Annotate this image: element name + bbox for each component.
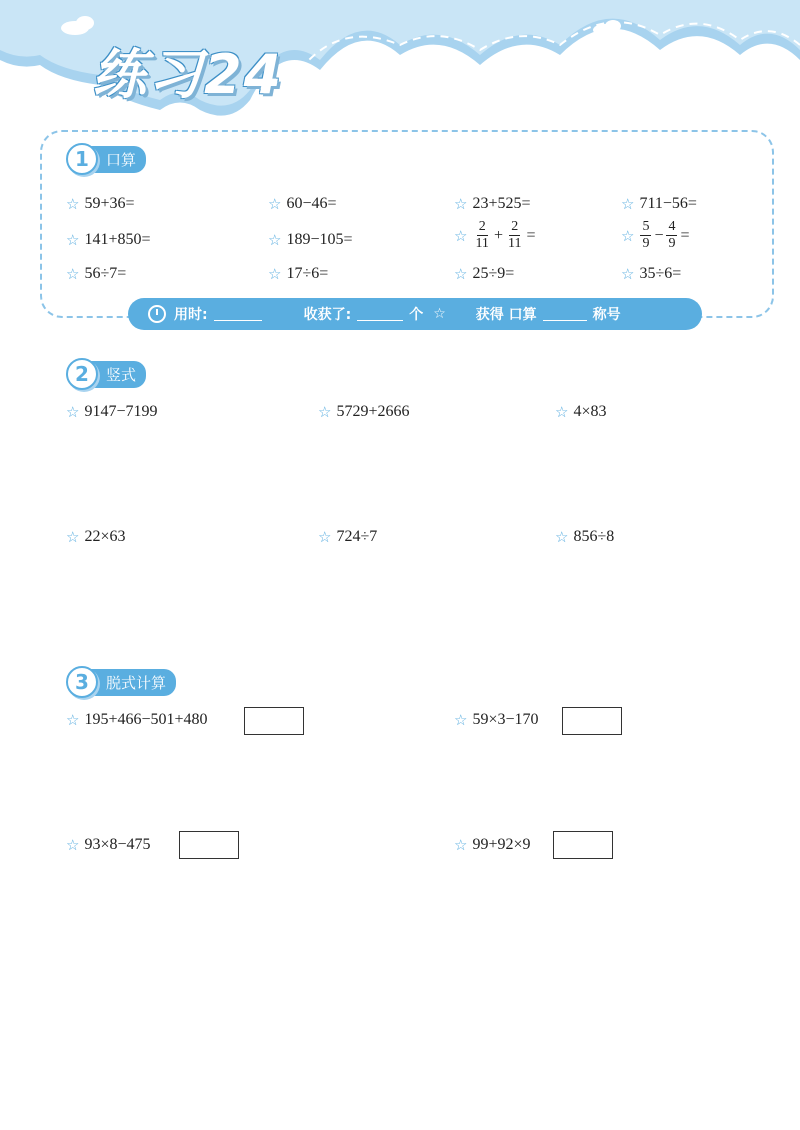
star-outline-icon: ☆ xyxy=(454,195,468,213)
section-number: 3 xyxy=(66,666,98,698)
section-title: 口算 xyxy=(90,146,146,173)
star-outline-icon: ☆ xyxy=(268,231,282,249)
oral-item: ☆ 56÷7= xyxy=(66,265,127,283)
star-outline-icon: ☆ xyxy=(454,836,468,854)
stepwise-item: ☆ 93×8−475 xyxy=(66,836,151,854)
oral-item: ☆ 23+525= xyxy=(454,195,531,213)
section-3-header xyxy=(66,669,176,695)
stats-bar xyxy=(128,298,702,330)
star-outline-icon: ☆ xyxy=(66,836,80,854)
oral-fraction-item: ☆ $\frac{2}{11}$ + $\frac{2}{11}$ = xyxy=(454,219,536,251)
star-outline-icon: ☆ xyxy=(268,195,282,213)
section-2-header xyxy=(66,361,146,387)
oral-item: ☆ 189−105= xyxy=(268,231,353,249)
fraction: $\frac{2}{11}$ xyxy=(475,219,489,251)
star-outline-icon: ☆ xyxy=(454,711,468,729)
answer-box[interactable] xyxy=(553,831,613,859)
vertical-item: ☆ 22×63 xyxy=(66,528,126,546)
fraction: $\frac{5}{9}$ xyxy=(642,219,650,251)
star-outline-icon: ☆ xyxy=(66,528,80,546)
vertical-item: ☆ 4×83 xyxy=(555,403,607,421)
oral-item: ☆ 17÷6= xyxy=(268,265,329,283)
section-title: 脱式计算 xyxy=(90,669,176,696)
section-number: 1 xyxy=(66,143,98,175)
star-outline-icon: ☆ xyxy=(555,403,569,421)
stepwise-item: ☆ 59×3−170 xyxy=(454,711,539,729)
time-label: 用时: xyxy=(174,307,208,323)
oral-item: ☆ 25÷9= xyxy=(454,265,515,283)
vertical-item: ☆ 9147−7199 xyxy=(66,403,158,421)
oral-item: ☆ 59+36= xyxy=(66,195,135,213)
stepwise-item: ☆ 99+92×9 xyxy=(454,836,531,854)
star-outline-icon: ☆ xyxy=(318,403,332,421)
stepwise-item: ☆ 195+466−501+480 xyxy=(66,711,208,729)
star-outline-icon: ☆ xyxy=(555,528,569,546)
section-title: 竖式 xyxy=(90,361,146,388)
title-suffix: 称号 xyxy=(592,307,621,323)
time-blank[interactable] xyxy=(214,308,262,321)
fraction: $\frac{4}{9}$ xyxy=(668,219,676,251)
alarm-clock-icon xyxy=(148,305,166,323)
oral-item: ☆ 711−56= xyxy=(621,195,697,213)
oral-fraction-item: ☆ $\frac{5}{9}$ − $\frac{4}{9}$ = xyxy=(621,219,690,251)
vertical-item: ☆ 724÷7 xyxy=(318,528,378,546)
section-1-header xyxy=(66,146,146,172)
vertical-item: ☆ 856÷8 xyxy=(555,528,615,546)
star-outline-icon: ☆ xyxy=(66,195,80,213)
answer-box[interactable] xyxy=(179,831,239,859)
fraction: $\frac{2}{11}$ xyxy=(507,219,522,251)
harvest-label: 收获了: xyxy=(303,307,352,323)
star-outline-icon: ☆ xyxy=(66,265,80,283)
answer-box[interactable] xyxy=(244,707,304,735)
star-outline-icon: ☆ xyxy=(66,231,80,249)
star-outline-icon: ☆ xyxy=(433,306,446,322)
star-outline-icon: ☆ xyxy=(66,711,80,729)
star-outline-icon: ☆ xyxy=(621,195,635,213)
title-blank[interactable] xyxy=(543,308,587,321)
star-outline-icon: ☆ xyxy=(621,226,635,245)
harvest-blank[interactable] xyxy=(357,308,403,321)
oral-item: ☆ 141+850= xyxy=(66,231,151,249)
star-outline-icon: ☆ xyxy=(454,226,468,245)
star-outline-icon: ☆ xyxy=(66,403,80,421)
unit-label: 个 xyxy=(409,307,424,323)
vertical-item: ☆ 5729+2666 xyxy=(318,403,410,421)
page-title: 练习24 xyxy=(92,43,284,106)
star-outline-icon: ☆ xyxy=(621,265,635,283)
earn-label: 获得 口算 xyxy=(475,307,537,323)
star-outline-icon: ☆ xyxy=(454,265,468,283)
oral-item: ☆ 35÷6= xyxy=(621,265,682,283)
section-number: 2 xyxy=(66,358,98,390)
star-outline-icon: ☆ xyxy=(268,265,282,283)
answer-box[interactable] xyxy=(562,707,622,735)
star-outline-icon: ☆ xyxy=(318,528,332,546)
oral-item: ☆ 60−46= xyxy=(268,195,337,213)
